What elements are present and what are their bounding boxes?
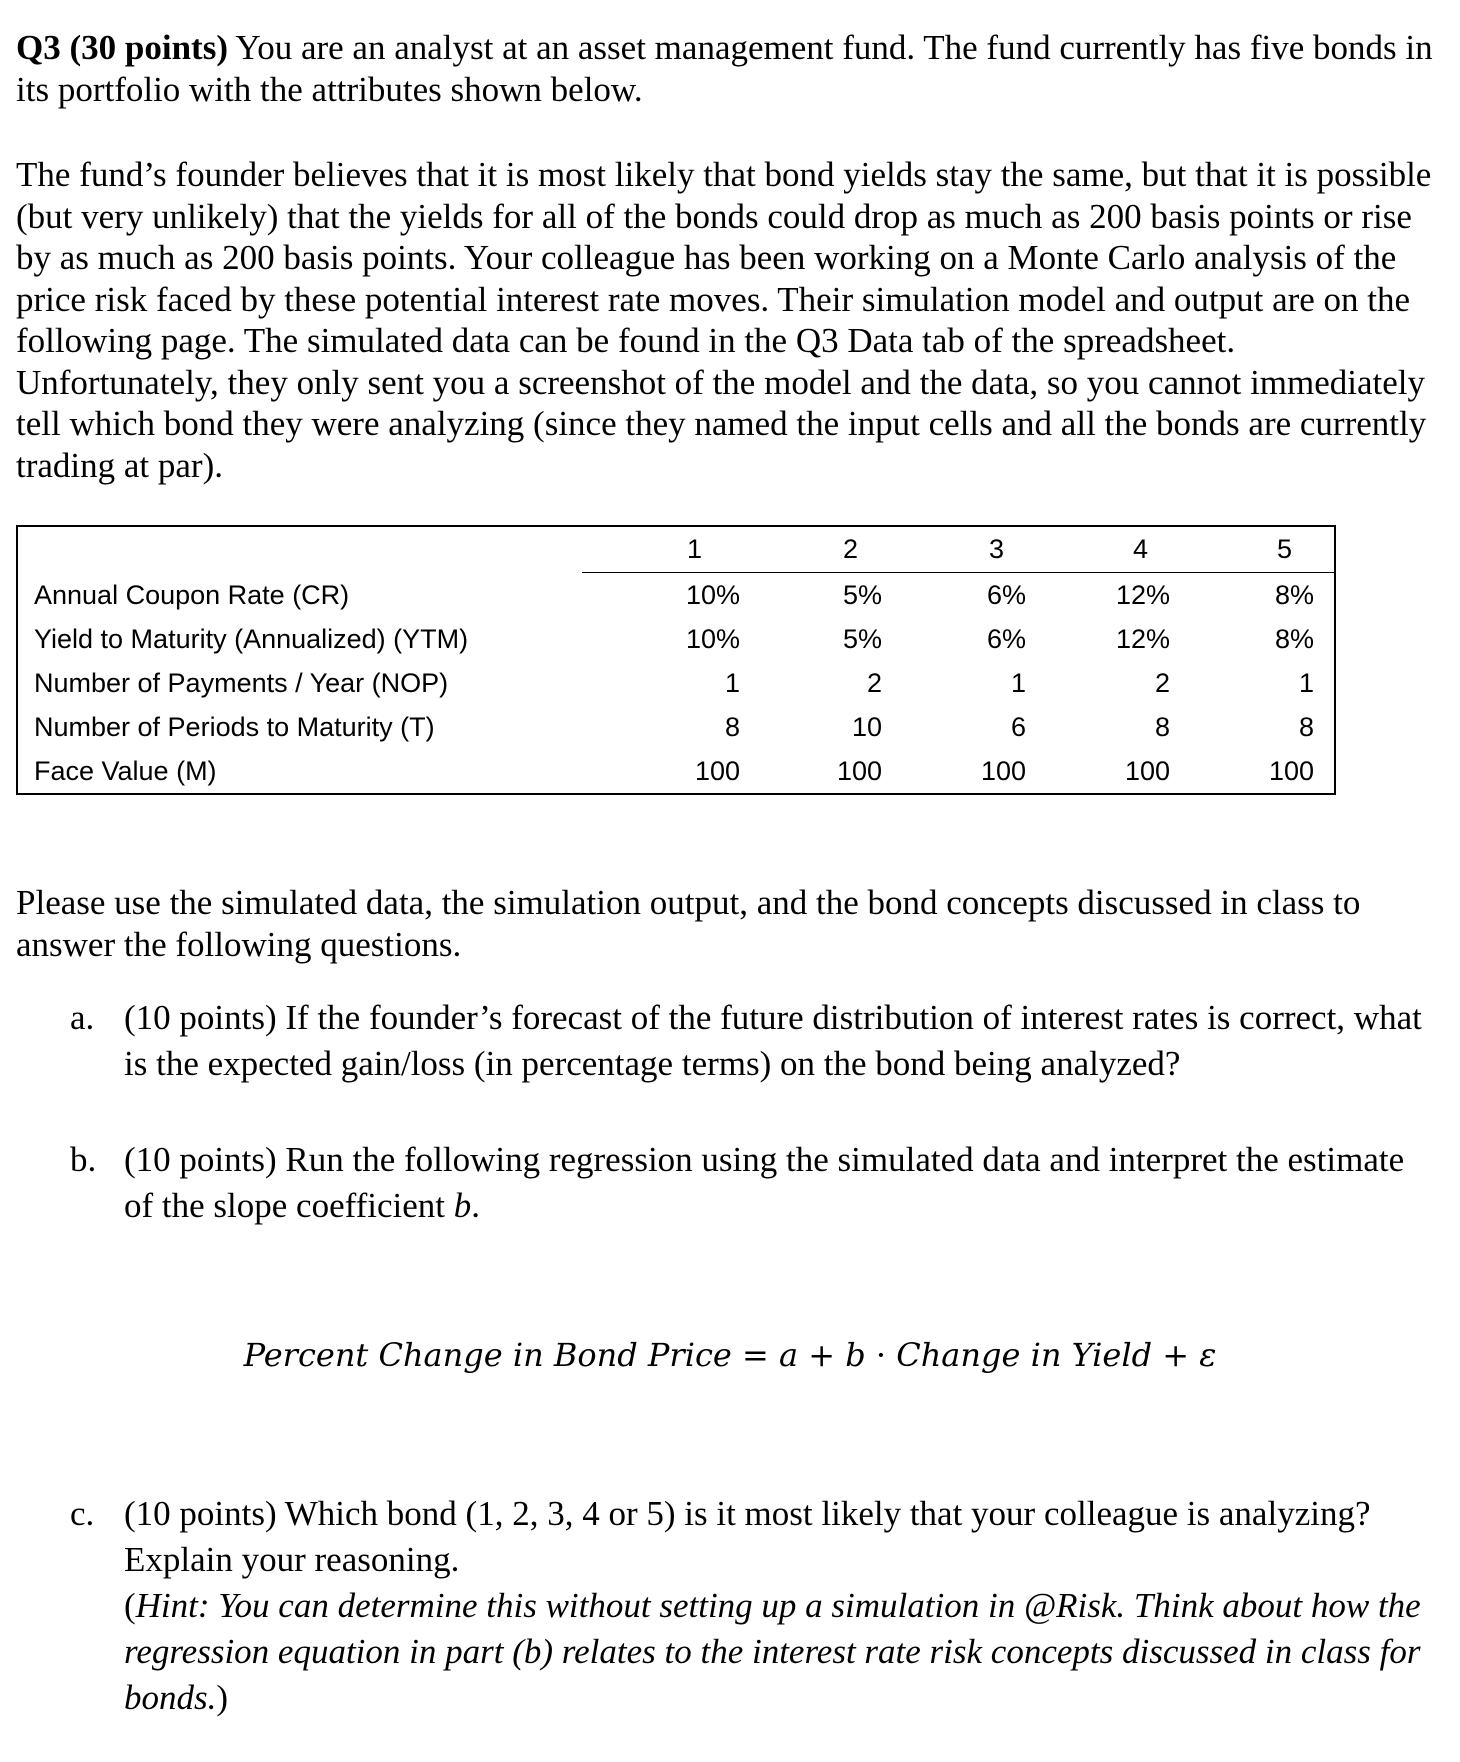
part-c-letter: c. [70,1494,95,1533]
part-b-text-main: (10 points) Run the following regression using the simulated data and interpret the estimate of the slope coefficient [124,1140,1405,1225]
table-header-row [18,527,1334,571]
part-a-letter: a. [70,998,95,1037]
hint-open-paren: ( [124,1586,136,1625]
part-c-question: (10 points) Which bond (1, 2, 3, 4 or 5) is it most likely that your colleague is analyzing? Explain your reasoning. [124,1494,1371,1579]
equation-a: a [778,1336,799,1374]
table-cell: 8% [1274,580,1314,610]
row-label: Number of Payments / Year (NOP) [34,668,449,698]
scenario-paragraph: The fund’s founder believes that it is most likely that bond yields stay the same, but that it is possible (but very unlikely) that the yields for all of the bonds could drop as much as 200 basis points or rise by as much as 200 basis points. Your colleague has been working on a Monte Carlo analysis of the price risk faced by these potential interest rate moves. Their simulation model and output are on the following page. The simulated data can be found in the Q3 Data tab of the spreadsheet. Unfortunately, they only sent you a screenshot of the model and the data, so you cannot immediately tell which bond they were analyzing (since they named the input cells and all the bonds are currently trading at par). [16,155,1432,485]
table-cell: 8 [724,712,740,742]
table-cell: 100 [694,756,740,786]
part-a-text: (10 points) If the founder’s forecast of the future distribution of interest rates is correct, what is the expected gain/loss (in percentage terms) on the bond being analyzed? [124,998,1422,1083]
table-cell: 1 [1298,668,1314,698]
table-cell: 10 [851,712,882,742]
part-b-text [124,1137,1424,1229]
question-label: Q3 [16,28,61,67]
table-cell: 8 [1154,712,1170,742]
table-cell: 5% [842,624,882,654]
table-row [18,749,1334,793]
bond-header-2: 2 [842,534,858,564]
regression-equation [0,1336,1460,1374]
table-cell: 6% [986,624,1026,654]
part-c-text [124,1491,1424,1721]
table-cell: 10% [685,580,740,610]
equation-plus: + [1162,1336,1190,1374]
instructions-paragraph: Please use the simulated data, the simulation output, and the bond concepts discussed in class to answer the following questions. [16,883,1361,964]
bond-header-5: 5 [1276,534,1292,564]
part-b-period: . [471,1186,481,1225]
table-row [18,661,1334,705]
table-cell: 8 [1298,712,1314,742]
table-row [18,617,1334,661]
equation-equals: = [741,1336,769,1374]
table-cell: 100 [980,756,1026,786]
table-cell: 2 [866,668,882,698]
hint-text: Hint: You can determine this without setting up a simulation in @Risk. Think about how the regression equation in part (b) relates to the interest rate risk concepts discussed in class for bonds. [124,1586,1421,1717]
equation-b: b [845,1336,866,1374]
equation-plus: + [808,1336,836,1374]
table-cell: 100 [836,756,882,786]
table-cell: 12% [1115,580,1170,610]
table-cell: 8% [1274,624,1314,654]
equation-epsilon: ε [1199,1336,1217,1374]
bond-attributes-table [16,525,1336,795]
table-cell: 1 [724,668,740,698]
bond-header-1: 1 [686,534,702,564]
bond-header-3: 3 [988,534,1004,564]
table-cell: 12% [1115,624,1170,654]
table-row [18,573,1334,617]
row-label: Number of Periods to Maturity (T) [34,712,435,742]
table-cell: 6% [986,580,1026,610]
table-cell: 5% [842,580,882,610]
part-b-variable: b [453,1186,472,1225]
table-cell: 2 [1154,668,1170,698]
equation-lhs: Percent Change in Bond Price [243,1336,732,1374]
table-cell: 100 [1268,756,1314,786]
equation-dot: · [875,1336,887,1374]
table-row [18,705,1334,749]
row-label: Annual Coupon Rate (CR) [34,580,350,610]
equation-rhs: Change in Yield [896,1336,1153,1374]
question-header [16,27,1436,110]
table-cell: 1 [1010,668,1026,698]
table-cell: 10% [685,624,740,654]
part-c-hint [124,1586,1421,1717]
question-points: (30 points) [69,28,228,67]
table-cell: 6 [1010,712,1026,742]
row-label: Face Value (M) [34,756,217,786]
row-label: Yield to Maturity (Annualized) (YTM) [34,624,469,654]
bond-header-4: 4 [1132,534,1148,564]
table-cell: 100 [1124,756,1170,786]
question-intro: You are an analyst at an asset management fund. The fund currently has five bonds in its portfolio with the attributes shown below. [16,28,1433,109]
part-b-letter: b. [70,1140,97,1179]
hint-close-paren: ) [216,1678,229,1717]
